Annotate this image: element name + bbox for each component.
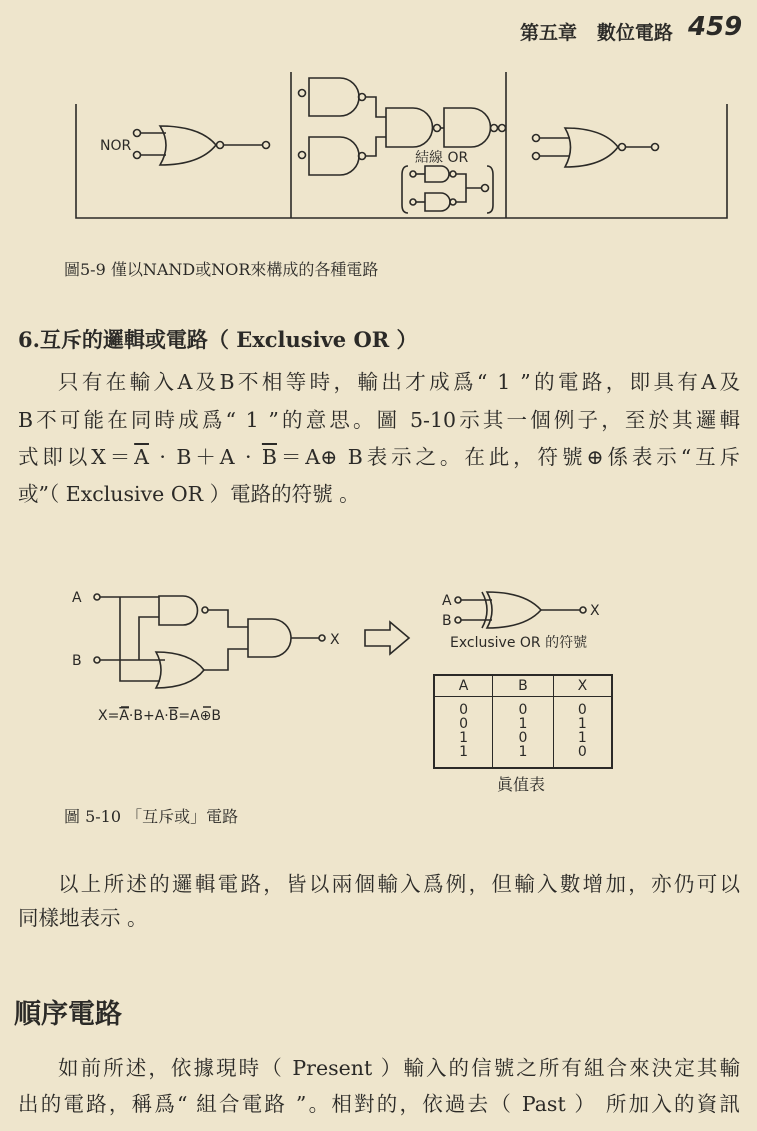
xor-input-b-label: B — [442, 613, 452, 629]
page-number: 459 — [688, 12, 743, 42]
xor-input-a-label: A — [442, 593, 452, 609]
input-a-label: A — [72, 590, 82, 606]
section-label: 數位電路 — [596, 22, 673, 44]
figure-5-10-caption: 圖 5-10 「互斥或」電路 — [64, 807, 239, 826]
xor-symbol-caption: Exclusive OR 的符號 — [450, 635, 588, 651]
truth-table-header: A — [435, 676, 493, 697]
sequential-circuit-heading: 順序電路 — [14, 999, 122, 1030]
nor-gate-right — [533, 128, 659, 167]
truth-table-column-x: 0 1 1 0 — [553, 697, 611, 768]
xor-output-x-label: X — [590, 603, 600, 619]
truth-table-header: X — [553, 676, 611, 697]
paragraph-line: 以上所述的邏輯電路，皆以兩個輸入爲例，但輸入數增加，亦仍可以 — [58, 872, 740, 896]
truth-table-caption: 眞值表 — [497, 775, 546, 794]
figure-5-9-caption: 圖5-9 僅以NAND或NOR來構成的各種電路 — [64, 260, 379, 279]
chapter-label: 第五章 — [520, 22, 578, 44]
nor-label: NOR — [100, 138, 132, 154]
paragraph-line: 或”（ Exclusive OR ）電路的符號 。 — [18, 482, 360, 506]
truth-table — [433, 674, 613, 769]
input-b-label: B — [72, 653, 82, 669]
truth-table-column-a: 0 0 1 1 — [459, 702, 469, 760]
paragraph-line-formula: 式即以$X=\overline{A} \cdot B+A$ · $\overline{B}=A\oplus$ B表示之。在此，符號⊕係表示“互斥 — [18, 445, 741, 469]
nor-gate — [134, 126, 270, 165]
truth-table-header: B — [493, 676, 554, 697]
wired-or-label: 結線 OR — [415, 150, 469, 166]
output-x-label: X — [330, 632, 340, 648]
xor-formula: X=A·B+A·B=A⊕B — [98, 708, 221, 724]
section-6-heading: 6.互斥的邏輯或電路（ Exclusive OR ） — [18, 327, 418, 352]
paragraph-line: 只有在輸入A及B不相等時，輸出才成爲“ 1 ”的電路，即具有A及 — [58, 370, 740, 394]
paragraph-line: 出的電路，稱爲“ 組合電路 ”。相對的，依過去（ Past ） 所加入的資訊 — [18, 1092, 740, 1116]
paragraph-line: 如前所述，依據現時（ Present ）輸入的信號之所有組合來決定其輸 — [58, 1056, 740, 1080]
arrow-icon — [365, 622, 409, 654]
nand-network — [299, 78, 506, 213]
paragraph-line: 同樣地表示 。 — [18, 906, 148, 930]
truth-table-column-b: 0 1 0 1 — [493, 697, 554, 768]
paragraph-line: B不可能在同時成爲“ 1 ”的意思。圖 5-10示其一個例子，至於其邏輯 — [18, 408, 740, 432]
